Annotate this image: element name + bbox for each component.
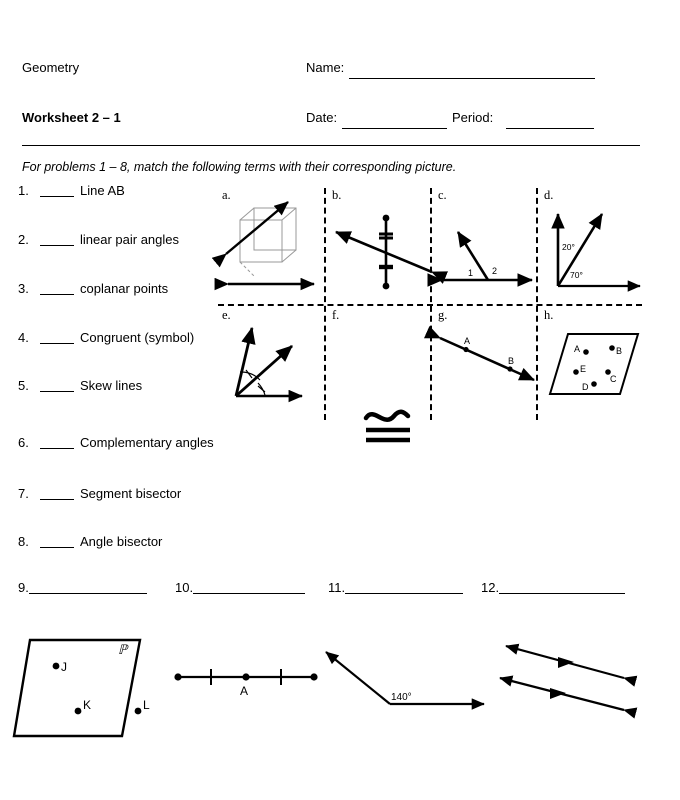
date-field[interactable]: [342, 128, 447, 129]
answer-item-10: [175, 580, 305, 595]
instructions-text: For problems 1 – 8, match the following terms with their corresponding picture.: [22, 160, 457, 174]
point-label-a: A: [574, 344, 581, 354]
header-divider: [22, 145, 640, 146]
item-number: 12.: [481, 580, 500, 595]
cell-label-f: f.: [332, 308, 340, 322]
plane-label: ℙ: [118, 642, 128, 657]
item-number: 6.: [18, 435, 29, 450]
angle-label-70: 70°: [570, 270, 583, 280]
answer-item-12: [481, 580, 625, 595]
item-term: Line AB: [80, 183, 125, 198]
course-title: Geometry: [22, 60, 80, 75]
figure-cell-h: [540, 308, 646, 424]
congruent-symbol: [360, 404, 420, 452]
point-label-a: A: [464, 336, 471, 346]
grid-divider-horizontal: [218, 304, 642, 306]
worksheet-title: Worksheet 2 – 1: [22, 110, 121, 125]
point-label-d: D: [582, 382, 589, 392]
angle-label-2: 2: [492, 266, 498, 276]
item-number: 10.: [175, 580, 194, 595]
answer-blank[interactable]: [40, 196, 74, 197]
item-number: 5.: [18, 378, 29, 393]
item-term: Angle bisector: [80, 534, 163, 549]
figure-cell-d: [540, 188, 646, 304]
match-item-7: [18, 486, 181, 501]
point-label-b: B: [616, 346, 623, 356]
name-label: Name:: [306, 60, 345, 75]
obtuse-angle-diagram: [322, 632, 492, 724]
item-number: 2.: [18, 232, 29, 247]
figure-cell-b: [328, 188, 434, 304]
answer-item-11: [328, 580, 463, 595]
angle-label-1: 1: [468, 268, 474, 278]
complementary-angles-diagram: [540, 188, 646, 304]
answer-blank[interactable]: [40, 547, 74, 548]
item-term: Congruent (symbol): [80, 330, 195, 345]
match-item-3: [18, 281, 168, 296]
point-label-l: L: [143, 698, 150, 712]
item-number: 4.: [18, 330, 29, 345]
bottom-figure-12: [484, 642, 664, 724]
cell-label-c: c.: [438, 188, 447, 202]
match-item-1: [18, 183, 125, 198]
plane-points-diagram: [14, 618, 179, 753]
item-number: 3.: [18, 281, 29, 296]
answer-blank[interactable]: [40, 499, 74, 500]
item-number: 7.: [18, 486, 29, 501]
point-label-j: J: [61, 660, 67, 674]
match-item-2: [18, 232, 179, 247]
date-label: Date:: [306, 110, 338, 125]
answer-blank[interactable]: [40, 391, 74, 392]
parallel-lines-diagram: [484, 642, 664, 724]
coplanar-points-diagram: [540, 308, 646, 420]
item-number: 11.: [328, 580, 346, 595]
item-term: linear pair angles: [80, 232, 180, 247]
match-item-4: [18, 330, 194, 345]
point-label-c: C: [610, 374, 617, 384]
segment-bisector-diagram: [328, 188, 434, 304]
congruence-glyph: [360, 404, 420, 452]
cell-label-e: e.: [222, 308, 231, 322]
name-field[interactable]: [349, 78, 595, 79]
point-label-e: E: [580, 364, 587, 374]
answer-blank[interactable]: [40, 343, 74, 344]
point-label-k: K: [83, 698, 92, 712]
cube-skew-lines-diagram: [218, 188, 324, 304]
point-label-b: B: [508, 356, 515, 366]
period-field[interactable]: [506, 128, 594, 129]
bottom-figure-9: [14, 618, 179, 753]
period-label: Period:: [452, 110, 494, 125]
answer-item-9: [18, 580, 147, 595]
match-item-8: [18, 534, 162, 549]
segment-midpoint-diagram: [168, 655, 328, 715]
figure-cell-e: [218, 308, 324, 424]
angle-bisector-diagram: [218, 308, 324, 420]
match-item-6: [18, 435, 214, 450]
figure-cell-c: [434, 188, 540, 304]
linear-pair-angles-diagram: [434, 188, 540, 304]
cell-label-h: h.: [544, 308, 554, 322]
answer-blank[interactable]: [40, 448, 74, 449]
item-number: 8.: [18, 534, 29, 549]
item-number: 1.: [18, 183, 29, 198]
answer-blank[interactable]: [29, 593, 147, 594]
cell-label-b: b.: [332, 188, 342, 202]
item-term: Complementary angles: [80, 435, 214, 450]
match-item-5: [18, 378, 142, 393]
item-number: 9.: [18, 580, 29, 595]
answer-blank[interactable]: [193, 593, 305, 594]
figure-grid: [218, 188, 642, 420]
cell-label-a: a.: [222, 188, 231, 202]
answer-blank[interactable]: [40, 294, 74, 295]
angle-label-140: 140°: [391, 692, 412, 703]
figure-cell-a: [218, 188, 324, 304]
item-term: coplanar points: [80, 281, 169, 296]
cell-label-g: g.: [438, 308, 448, 322]
answer-blank[interactable]: [499, 593, 625, 594]
figure-cell-g: [434, 308, 540, 424]
answer-blank[interactable]: [345, 593, 463, 594]
bottom-figure-10: [168, 655, 328, 715]
cell-label-d: d.: [544, 188, 554, 202]
bottom-figure-11: [322, 632, 492, 724]
angle-label-20: 20°: [562, 242, 575, 252]
line-ab-diagram: [434, 308, 540, 420]
item-term: Segment bisector: [80, 486, 182, 501]
item-term: Skew lines: [80, 378, 143, 393]
answer-blank[interactable]: [40, 245, 74, 246]
midpoint-label-a: A: [240, 684, 249, 698]
